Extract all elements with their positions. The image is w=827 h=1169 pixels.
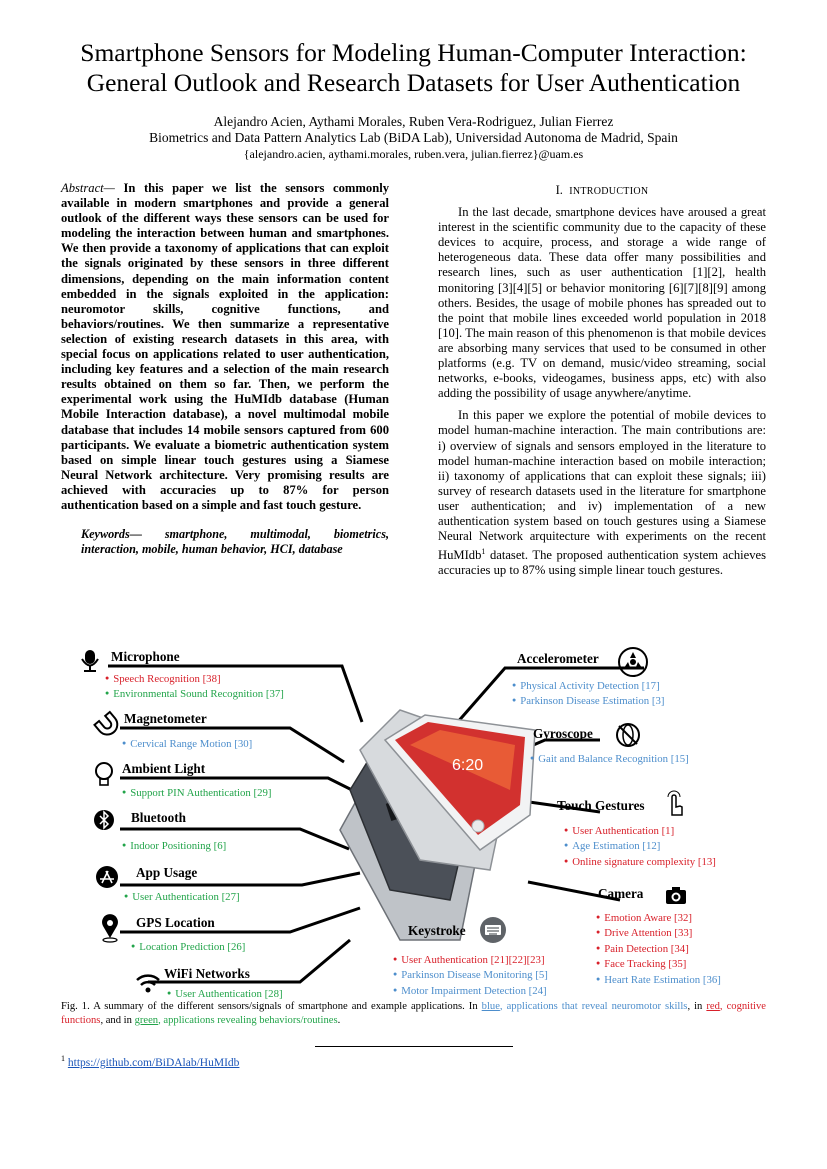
caption-text: . bbox=[337, 1015, 341, 1026]
list-item: ● Speech Recognition [38] bbox=[105, 671, 284, 686]
affiliation: Biometrics and Data Pattern Analytics Lab (BiDA Lab), Universidad Autonoma de Madrid, Spain bbox=[149, 130, 678, 145]
list-item: ● Environmental Sound Recognition [37] bbox=[105, 686, 284, 701]
list-item: ● Drive Attention [33] bbox=[596, 925, 721, 940]
list-item: ● Parkinson Disease Monitoring [5] bbox=[393, 967, 548, 982]
sensor-label-wifi: WiFi Networks bbox=[164, 966, 250, 981]
figure-1 bbox=[60, 640, 770, 1000]
footnote-number: 1 bbox=[61, 1054, 65, 1063]
caption-green-word: green bbox=[134, 1015, 159, 1026]
caption-blue-word: blue bbox=[481, 1001, 500, 1012]
list-item: ● Motor Impairment Detection [24] bbox=[393, 983, 548, 998]
section-number: I. bbox=[555, 183, 563, 197]
emails: {alejandro.acien, aythami.morales, ruben.vera, julian.fierrez}@uam.es bbox=[243, 147, 584, 161]
sensor-label-app-usage: App Usage bbox=[136, 865, 198, 880]
apps-bluetooth bbox=[122, 838, 226, 853]
bluetooth-icon bbox=[94, 810, 114, 830]
sensor-label-gyroscope: Gyroscope bbox=[533, 726, 593, 741]
section-title bbox=[569, 186, 648, 197]
list-item: ● Gait and Balance Recognition [15] bbox=[530, 751, 689, 766]
introduction bbox=[438, 183, 766, 586]
caption-red-desc: , cognitive functions bbox=[61, 1001, 766, 1026]
lightbulb-icon bbox=[96, 763, 112, 785]
caption-text: Fig. 1. A summary of the different sensors/signals of smartphone and example applications. In bbox=[61, 1001, 482, 1012]
sensor-label-touch-gestures: Touch Gestures bbox=[557, 798, 645, 813]
intro-paragraph-2 bbox=[438, 408, 766, 578]
footnote bbox=[61, 1054, 239, 1069]
caption-green-desc: , applications revealing behaviors/routines bbox=[158, 1015, 338, 1026]
list-item: ● User Authentication [1] bbox=[564, 823, 716, 838]
phone-time: 6:20 bbox=[452, 757, 484, 774]
caption-red-word: red bbox=[706, 1001, 720, 1012]
apps-app-usage bbox=[124, 889, 240, 904]
list-item: ● Face Tracking [35] bbox=[596, 956, 721, 971]
figure-caption bbox=[61, 1000, 766, 1028]
list-item: ● Support PIN Authentication [29] bbox=[122, 785, 271, 800]
list-item: ● User Authentication [27] bbox=[124, 889, 240, 904]
apps-touch-gestures bbox=[564, 823, 716, 869]
list-item: ● Pain Detection [34] bbox=[596, 941, 721, 956]
section-title-text: INTRODUCTION bbox=[569, 186, 649, 197]
phone-home-button bbox=[472, 820, 484, 832]
apps-ambient-light bbox=[122, 785, 271, 800]
title-line-2: General Outlook and Research Datasets for User Authentication bbox=[86, 68, 741, 97]
apps-accelerometer bbox=[512, 678, 664, 709]
apps-gps bbox=[131, 939, 245, 954]
list-item: ● Age Estimation [12] bbox=[564, 838, 716, 853]
abstract-text: In this paper we list the sensors commonly available in modern smartphones and provide a general outlook of the different ways these sensors can be used for modeling the interaction between human and smartphones. We then provide a taxonomy of applications that can exploit the signals originated by these sensors in three different dimensions, depending on the main information content embedded in the signals exploited in the application: neuromotor skills, cognitive functions, and behaviors/routines. We then summarize a representative selection of existing research datasets in this area, with special focus on applications related to user authentication, including key features and a selection of the main research results obtained on them so far. Then, we perform the experimental work using the HuMIdb database (Human Mobile Interaction database), a novel multimodal mobile database that includes 14 mobile sensors captured from 600 participants. We evaluate a biometric authentication system based on simple linear touch gestures using a Siamese Neural Network architecture. Very promising results are achieved with accuracies up to 87% for person authentication based on a simple and fast touch gesture. bbox=[61, 181, 390, 512]
intro-p2-text-a: In this paper we explore the potential of mobile devices to model human-machine interaction. The main contributions are: i) overview of signals and sensors employed in the literature to model human-machine interaction based on mobile interaction; ii) taxonomy of applications that can exploit these signals; iii) survey of research datasets used in the literature for smartphone user authentication; and iv) implementation of a new authentication system based on touch gestures using a Siamese Neural Network arquitecture with experiments on the recent HuMIdb bbox=[438, 408, 766, 563]
keyboard-icon bbox=[480, 917, 506, 943]
list-item: ● Online signature complexity [13] bbox=[564, 854, 716, 869]
abstract bbox=[61, 181, 389, 557]
authors: Alejandro Acien, Aythami Morales, Ruben Vera-Rodriguez, Julian Fierrez bbox=[213, 114, 614, 129]
phone-illustration bbox=[340, 710, 535, 940]
list-item: ● Location Prediction [26] bbox=[131, 939, 245, 954]
list-item: ● Indoor Positioning [6] bbox=[122, 838, 226, 853]
apps-keystroke bbox=[393, 952, 548, 998]
title-line-1: Smartphone Sensors for Modeling Human-Computer Interaction: bbox=[80, 38, 747, 67]
sensor-label-accelerometer: Accelerometer bbox=[517, 651, 599, 666]
sensor-label-keystroke: Keystroke bbox=[408, 923, 466, 938]
apps-magnetometer bbox=[122, 736, 252, 751]
microphone-icon bbox=[82, 650, 98, 671]
sensor-label-camera: Camera bbox=[598, 886, 644, 901]
list-item: ● User Authentication [21][22][23] bbox=[393, 952, 548, 967]
paper-title bbox=[40, 38, 787, 98]
gyroscope-icon bbox=[617, 724, 639, 746]
caption-text: , in bbox=[687, 1001, 707, 1012]
app-store-icon bbox=[96, 866, 118, 888]
sensor-label-gps: GPS Location bbox=[136, 915, 215, 930]
sensor-label-magnetometer: Magnetometer bbox=[124, 711, 207, 726]
apps-gyroscope bbox=[530, 751, 689, 766]
list-item: ● User Authentication [28] bbox=[167, 986, 283, 1001]
author-block bbox=[40, 114, 787, 162]
intro-p2-text-b: dataset. The proposed authentication system achieves accuracies up to 87% using simple linear touch gestures. bbox=[438, 548, 766, 578]
apps-microphone bbox=[105, 671, 284, 702]
footnote-ref: 1 bbox=[481, 547, 486, 557]
caption-text: , and in bbox=[100, 1015, 135, 1026]
footnote-divider bbox=[315, 1046, 513, 1047]
accelerometer-icon bbox=[619, 648, 647, 676]
sensor-label-bluetooth: Bluetooth bbox=[131, 810, 186, 825]
section-heading bbox=[438, 183, 766, 199]
touch-hand-icon bbox=[668, 791, 682, 815]
intro-paragraph-1: In the last decade, smartphone devices have aroused a great interest in the scientific community due to the capacity of these devices to acquire, process, and storage a wide range of heterogeneous data. These data offer many possibilities and research lines, such as user authentication [1][2], health monitoring [3][4][5] or behavior monitoring [6][7][8][9] among others. Besides, the usage of mobile phones has spreaded out to the point that mobile lines exceeded world population in 2018 [10]. The main reason of this phenomenon is that mobile devices are absorbing many services that used to be consumed in other platforms (e.g. TV on demand, music/video streaming, social networks, e-books, videogames, business apps, etc) with also adding the possibility of usage anywhere/anytime. bbox=[438, 205, 766, 401]
location-pin-icon bbox=[102, 914, 118, 942]
list-item: ● Physical Activity Detection [17] bbox=[512, 678, 664, 693]
sensor-label-microphone: Microphone bbox=[111, 649, 180, 664]
caption-blue-desc: , applications that reveal neuromotor skills bbox=[499, 1001, 688, 1012]
list-item: ● Parkinson Disease Estimation [3] bbox=[512, 693, 664, 708]
wifi-icon bbox=[137, 976, 159, 993]
list-item: ● Cervical Range Motion [30] bbox=[122, 736, 252, 751]
keywords: Keywords— smartphone, multimodal, biometrics, interaction, mobile, human behavior, HCI, database bbox=[81, 527, 389, 557]
footnote-link[interactable]: https://github.com/BiDAlab/HuMIdb bbox=[67, 1056, 240, 1069]
magnet-icon bbox=[94, 712, 121, 739]
apps-camera bbox=[596, 910, 721, 987]
abstract-lead: Abstract— bbox=[61, 181, 115, 195]
list-item: ● Heart Rate Estimation [36] bbox=[596, 972, 721, 987]
list-item: ● Emotion Aware [32] bbox=[596, 910, 721, 925]
camera-icon bbox=[666, 887, 686, 904]
sensor-label-ambient-light: Ambient Light bbox=[122, 761, 206, 776]
